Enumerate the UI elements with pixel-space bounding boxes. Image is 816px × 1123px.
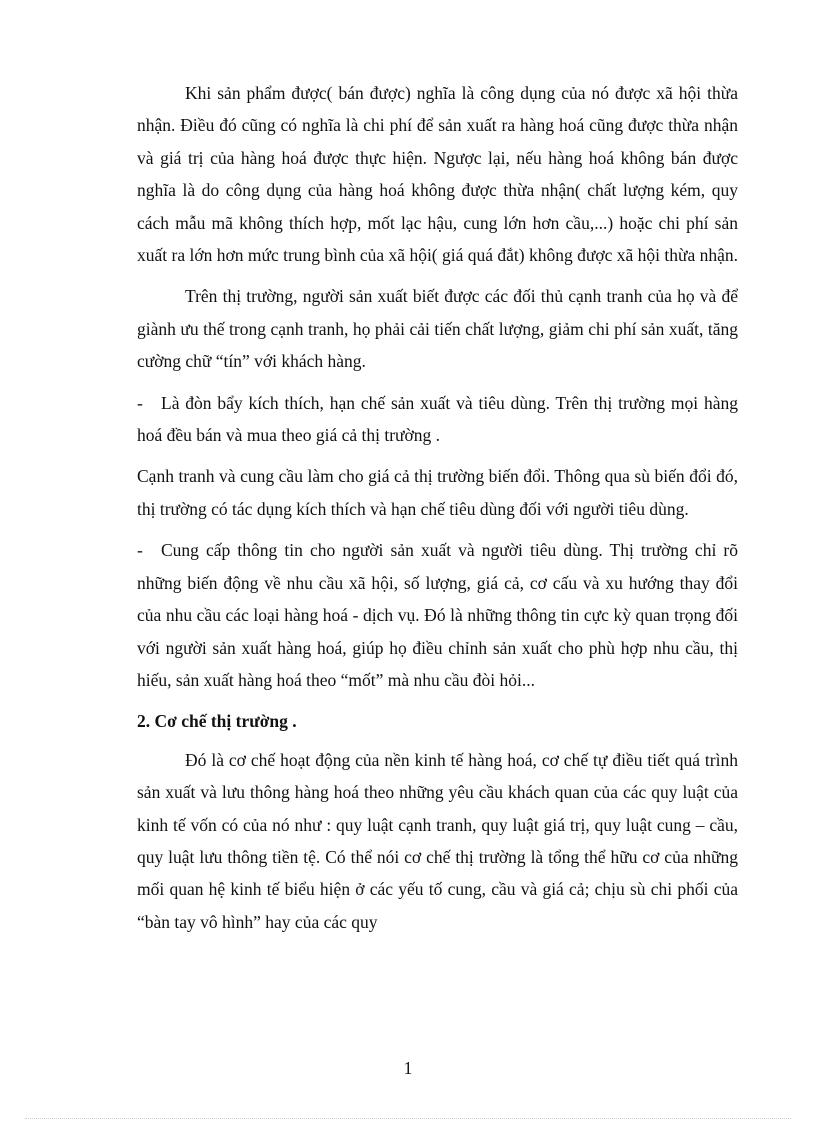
paragraph-competition: Trên thị trường, người sản xuất biết được các đối thủ cạnh tranh của họ và để giành ưu thế trong cạnh tranh, họ phải cải tiến chất lượng, giảm chi phí sản xuất, tăng cường chữ “tín” với khách hàng. [137, 286, 738, 372]
paragraph-product-sales: Khi sản phẩm được( bán được) nghĩa là công dụng của nó được xã hội thừa nhận. Điều đó cũng có nghĩa là chi phí để sản xuất ra hàng hoá cũng được thừa nhận và giá trị của hàng hoá được thực hiện. Ngược lại, nếu hàng hoá không bán được nghĩa là do công dụng của hàng hoá không được thừa nhận( chất lượng kém, quy cách mẫu mã không thích hợp, mốt lạc hậu, cung lớn hơn cầu,...) hoặc chi phí sản xuất ra lớn hơn mức trung bình của xã hội( giá quá đắt) không được xã hội thừa nhận. [137, 83, 738, 266]
footer-divider [25, 1118, 791, 1119]
bullet-dash: - [137, 392, 143, 413]
paragraph-market-mechanism: Đó là cơ chế hoạt động của nền kinh tế hàng hoá, cơ chế tự điều tiết quá trình sản xuất và lưu thông hàng hoá theo những yêu cầu khách quan của các quy luật của kinh tế vốn có của nó như : quy luật cạnh tranh, quy luật giá trị, quy luật cung – cầu, quy luật lưu thông tiền tệ. Có thể nói cơ chế thị trường là tổng thể hữu cơ của những mối quan hệ kinh tế biểu hiện ở các yếu tố cung, cầu và giá cả; chịu sù chi phối của “bàn tay vô hình” hay của các quy [137, 749, 738, 932]
page-number: 1 [403, 1058, 413, 1078]
section-heading: 2. Cơ chế thị trường . [137, 711, 297, 732]
paragraph-supply-demand: Cạnh tranh và cung cầu làm cho giá cả thị trường biến đổi. Thông qua sù biến đổi đó, thị trường có tác dụng kích thích và hạn chế tiêu dùng đối với người tiêu dùng. [137, 466, 738, 519]
bullet-text: Cung cấp thông tin cho người sản xuất và người tiêu dùng. Thị trường chỉ rõ những biến động về nhu cầu xã hội, số lượng, giá cả, cơ cấu và xu hướng thay đổi của nhu cầu các loại hàng hoá - dịch vụ. Đó là những thông tin cực kỳ quan trọng đối với người sản xuất hàng hoá, giúp họ điều chỉnh sản xuất cho phù hợp nhu cầu, thị hiếu, sản xuất hàng hoá theo “mốt” mà nhu cầu đòi hỏi... [137, 540, 738, 690]
bullet-text: Là đòn bẩy kích thích, hạn chế sản xuất và tiêu dùng. Trên thị trường mọi hàng hoá đều bán và mua theo giá cả thị trường . [137, 392, 738, 446]
bullet-stimulus-lever [137, 387, 738, 452]
bullet-dash: - [137, 540, 143, 561]
document-body [137, 77, 738, 947]
bullet-information [137, 534, 738, 696]
